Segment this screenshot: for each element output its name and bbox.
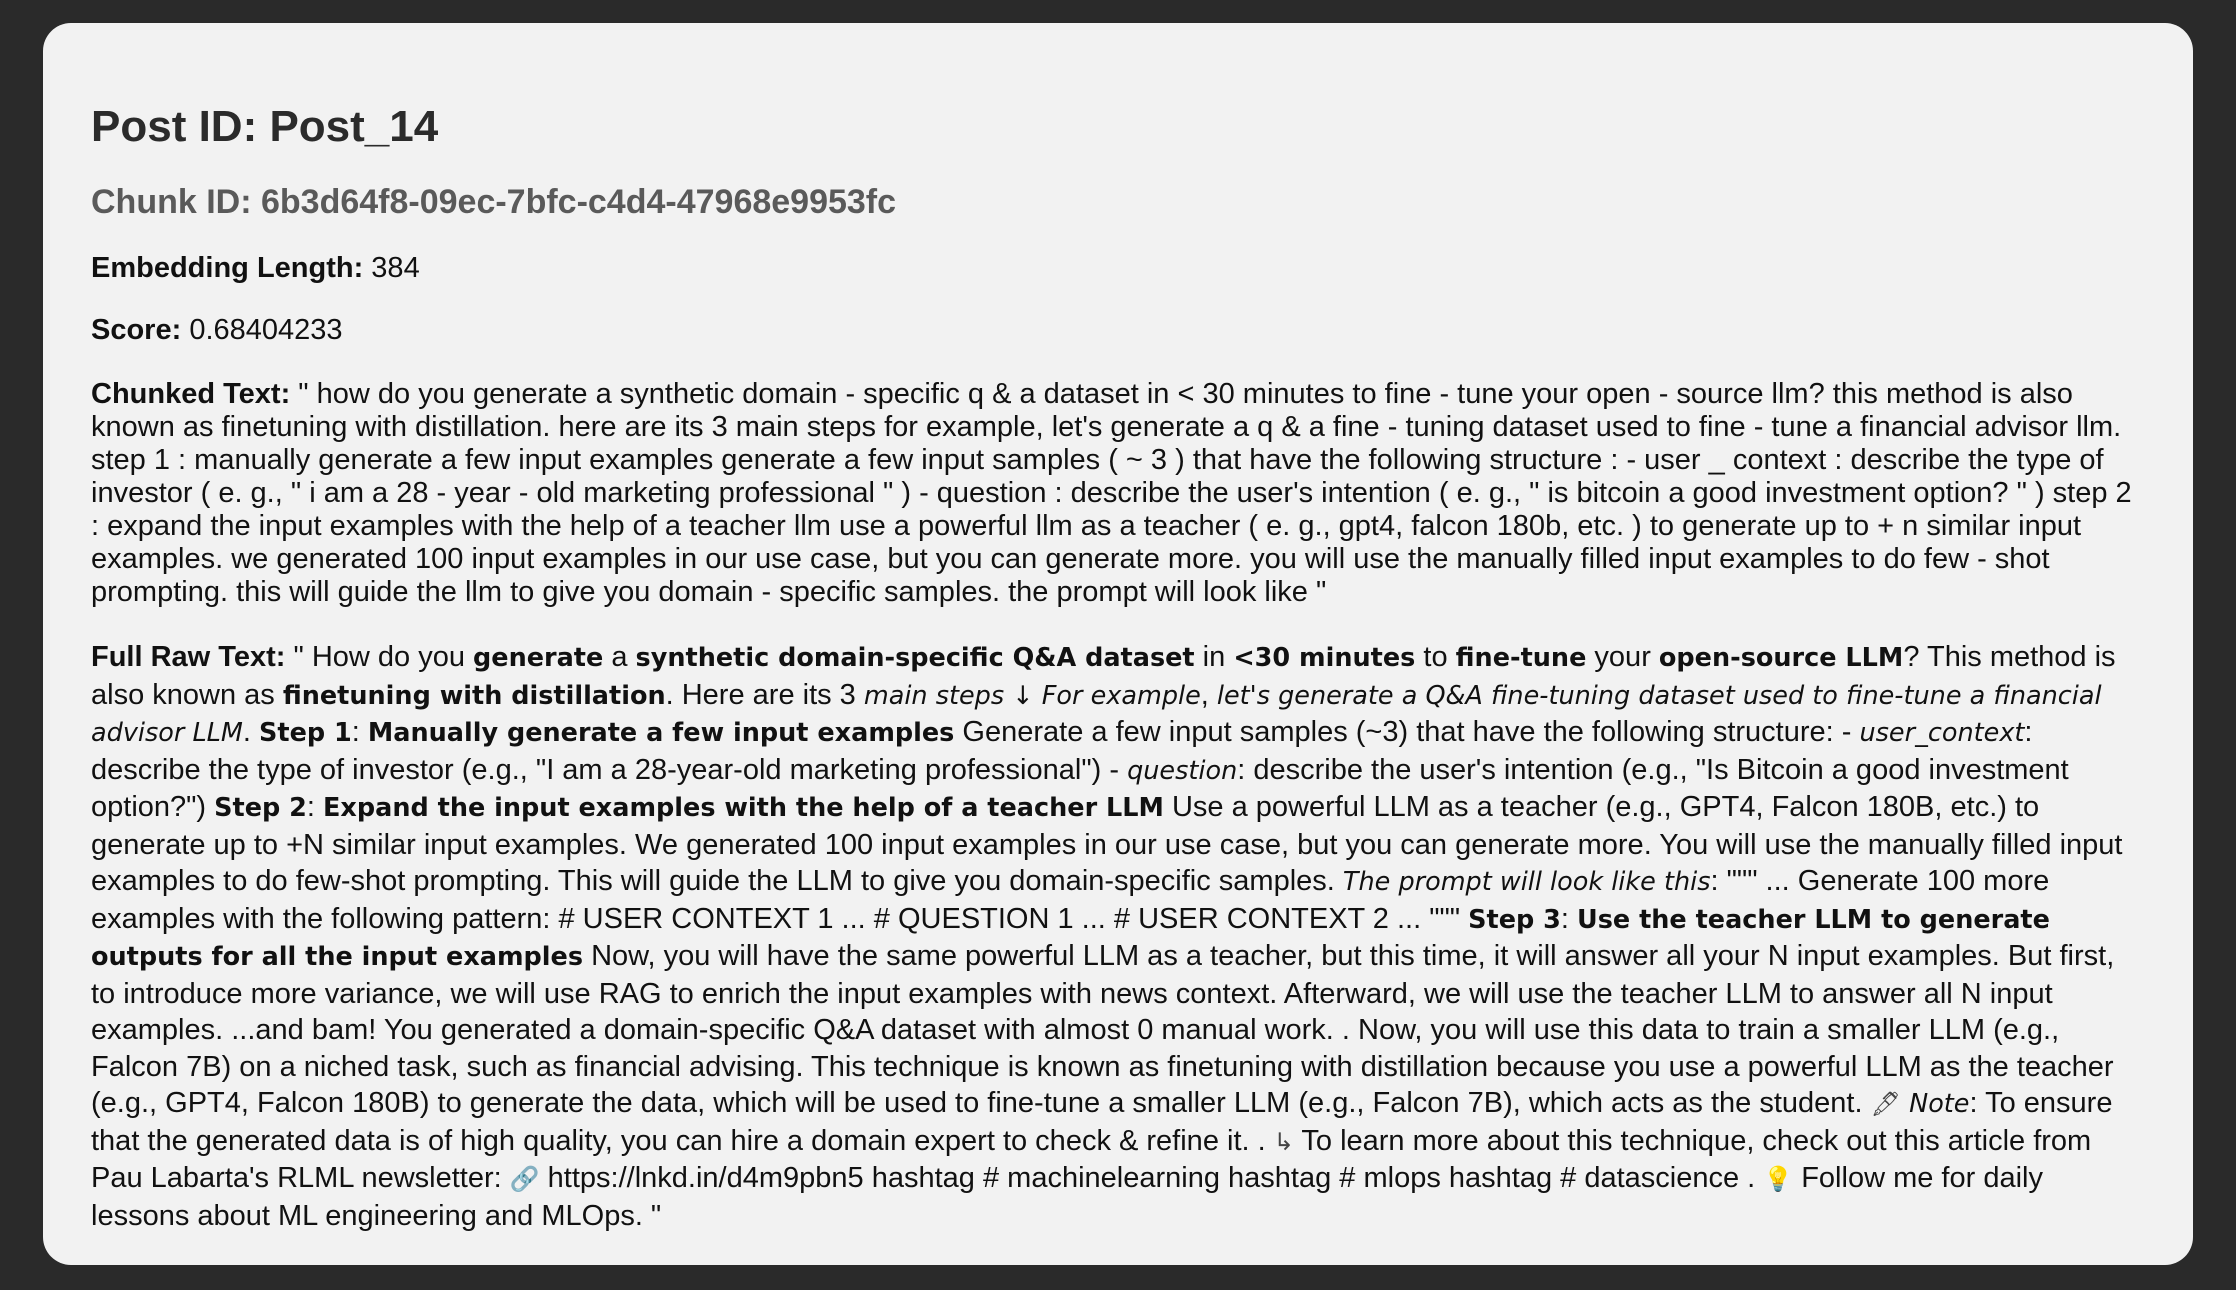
raw-text-segment: : [306,791,324,824]
raw-text-bold: fine-tune [1455,643,1587,674]
full-raw-text-label: Full Raw Text: [91,641,286,674]
chunked-text-body: " how do you generate a synthetic domain - specific q & a dataset in < 30 minutes to fine - tune your open - source llm? this method is also known as finetuning with distillation. here are its 3 main steps for example, let's generate a q & a fine - tuning dataset used to fine - tune a financial advisor llm. step 1 : manually generate a few input examples generate a few input samples ( ~ 3 ) that have the following structure : - user _ context : describe the type of investor ( e. g., " i am a 28 - year - old marketing professional " ) - question : describe the user's intention ( e. g., " is bitcoin a good investment option? " ) step 2 : expand the input examples with the help of a teacher llm use a powerful llm as a teacher ( e. g., gpt4, falcon 180b, etc. ) to generate up to + n similar input examples. we generated 100 input examples in our use case, but you can generate more. you will use the manually filled input examples to do few - shot prompting. this will guide the llm to give you domain - specific samples. the prompt will look like " [91,378,2132,609]
raw-text-bold: synthetic domain-specific Q&A dataset [635,643,1195,674]
raw-text-segment: to [1415,641,1456,674]
arrow-turn-icon: ↳ [1273,1127,1294,1156]
raw-text-segment: : [1560,902,1578,935]
raw-text-italic: question [1127,755,1238,786]
raw-text-segment: . [242,716,260,749]
raw-text-segment [1901,1087,1909,1119]
raw-text-segment: a [603,641,636,674]
raw-text-segment: in [1194,641,1234,674]
raw-text-segment: Now, you will have the same powerful LLM as a teacher, but this time, it will answer all your N input examples. But first, to introduce more variance, we will use RAG to enrich the input examples with news context. Afterward, we will use the teacher LLM to answer all N input examples. ...and bam! You generated a domain-specific Q&A dataset with almost 0 manual work. . Now, you will use this data to train a smaller LLM (e.g., Falcon 7B) on a niched task, such as financial advising. This technique is known as finetuning with distillation because you use a powerful LLM as the teacher (e.g., GPT4, Falcon 180B) to generate the data, which will be used to fine-tune a smaller LLM (e.g., Falcon 7B), which acts as the student. [91,940,2115,1120]
raw-text-bold: Expand the input examples with the help of a teacher LLM [323,793,1164,824]
raw-text-segment: , [1200,678,1217,711]
raw-text-segment: Use a powerful LLM as a teacher (e.g., GPT4, Falcon 180B, etc.) to generate up to +N similar input examples. We generated 100 input examples in our use case, but you can generate more. You will use the manually filled input examples to do few-shot prompting. This will guide the LLM to give you domain-specific samples. [91,791,2123,898]
chunked-text-label: Chunked Text: [91,378,291,411]
link-icon: 🔗 [509,1165,540,1194]
embedding-length-label: Embedding Length: [91,251,364,284]
raw-text-segment: To learn more about this technique, check out this article from Pau Labarta's RLML newsletter: [91,1124,2092,1195]
pen-icon: 🖋 [1870,1090,1902,1119]
full-raw-text-section [91,639,2145,1234]
raw-text-bold: Step 3 [1468,904,1561,935]
score-field [91,313,2145,348]
raw-text-segment: : describe the type of investor (e.g., "I am a 28-year-old marketing professional") - [91,716,2033,786]
raw-text-segment: Generate a few input samples (~3) that have the following structure: - [954,716,1860,749]
raw-text-segment: : To ensure that the generated data is of high quality, you can hire a domain expert to check & refine it. . [91,1087,2113,1157]
raw-text-bold: Manually generate a few input examples [367,718,955,749]
raw-text-italic: Note [1909,1089,1970,1120]
post-card [43,23,2193,1265]
raw-text-segment: : describe the user's intention (e.g., "Is Bitcoin a good investment option?") [91,753,2069,824]
raw-text-bold: Step 1 [259,718,352,749]
chunked-text-section [91,378,2145,609]
score-label: Score: [91,314,182,347]
post-id-title: Post ID: Post_14 [91,102,439,151]
raw-text-segment: Follow me for daily lessons about ML engineering and MLOps. " [91,1162,2043,1232]
raw-text-italic: user_context [1859,718,2025,749]
raw-text-bold: Step 2 [214,793,307,824]
raw-text-segment: : """ ... Generate 100 more examples with the following pattern: # USER CONTEXT 1 ... # QUESTION 1 ... # USER CONTEXT 2 ... """ [91,865,2050,935]
raw-text-bold: <30 minutes [1233,643,1416,674]
chunk-id-subtitle: Chunk ID: 6b3d64f8-09ec-7bfc-c4d4-47968e9953fc [91,182,897,221]
raw-text-italic: let's generate a Q&A fine-tuning dataset used to fine-tune a financial advisor LLM [91,680,2102,749]
raw-text-bold: Use the teacher LLM to generate outputs for all the input examples [91,904,2050,973]
raw-text-italic: The prompt will look like this [1342,867,1711,898]
raw-text-italic: main steps ↓ For example [863,680,1201,711]
embedding-length-field [91,251,2145,286]
raw-text-segment: ? This method is also known as [91,641,2116,711]
lightbulb-icon: 💡 [1763,1165,1794,1194]
raw-text-segment: your [1586,641,1659,674]
raw-text-bold: generate [473,643,604,674]
score-value: 0.68404233 [181,314,343,347]
raw-text-segment: " How do you [285,641,474,674]
raw-text-segment: https://lnkd.in/d4m9pbn5 hashtag # machinelearning hashtag # mlops hashtag # datascience . [539,1162,1764,1195]
raw-text-segment: . Here are its 3 [665,678,864,711]
embedding-length-value: 384 [363,251,420,284]
raw-text-segment: : [351,716,368,749]
raw-text-bold: finetuning with distillation [282,680,666,711]
raw-text-bold: open-source LLM [1658,643,1904,674]
